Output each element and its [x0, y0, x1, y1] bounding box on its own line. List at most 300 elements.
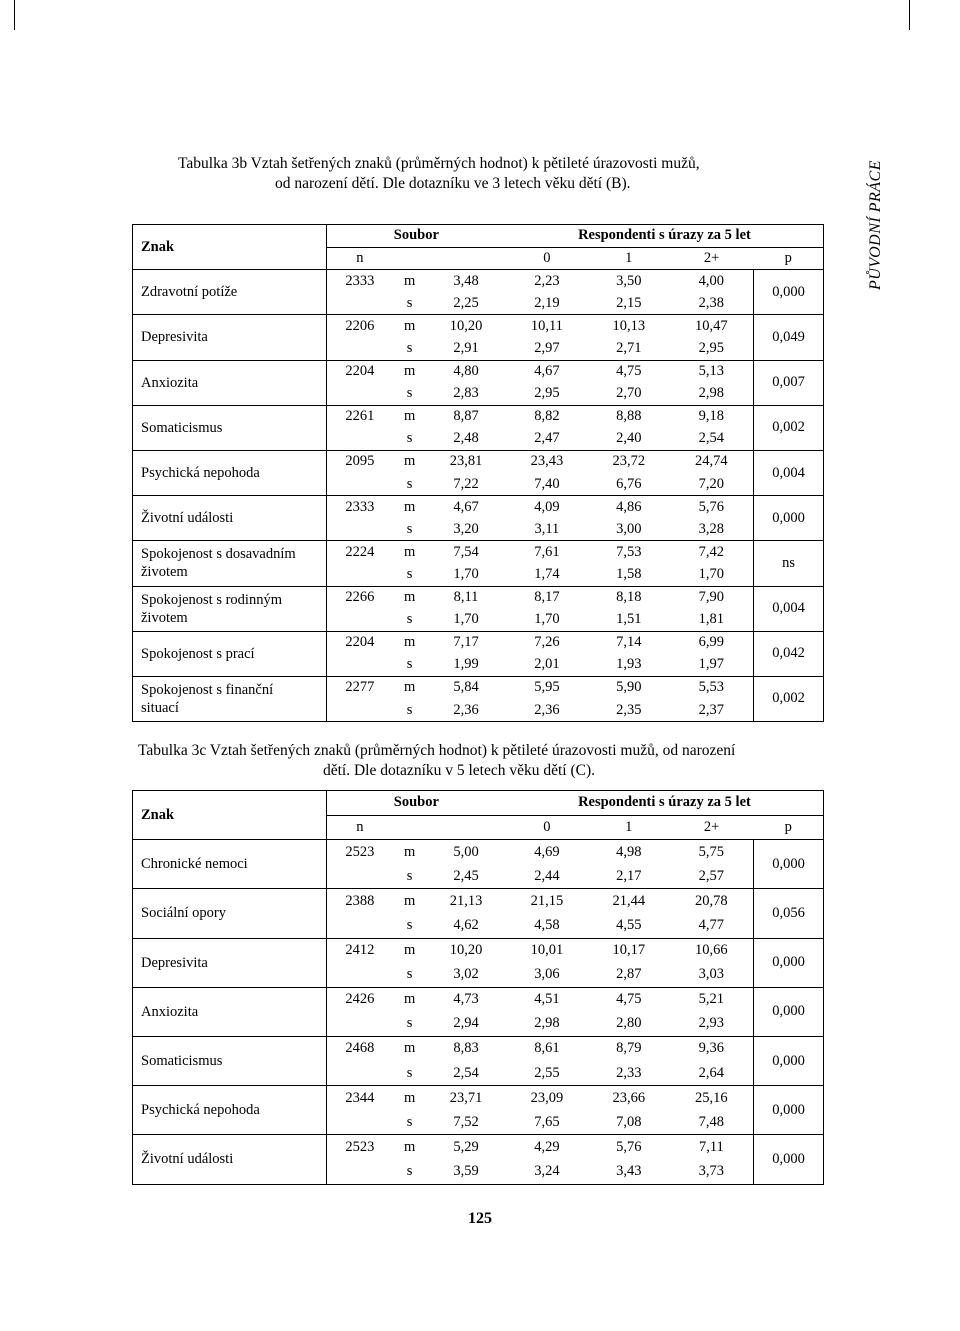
blank-header — [426, 815, 506, 840]
mean-cell: 5,00 — [426, 840, 506, 865]
table-row — [133, 450, 824, 473]
sd-cell: 7,65 — [506, 1110, 588, 1135]
sd-cell: 4,77 — [670, 913, 754, 938]
mean-cell: 4,75 — [588, 360, 670, 383]
col-0-header: 0 — [506, 247, 588, 270]
sd-cell: 1,70 — [426, 609, 506, 632]
mean-cell: 20,78 — [670, 889, 754, 914]
znak-label: Psychická nepohoda — [141, 465, 260, 482]
znak-label: životem — [141, 564, 188, 581]
sd-cell: 3,43 — [588, 1159, 670, 1184]
mean-cell: 10,20 — [426, 938, 506, 963]
table-b-caption-line1: Tabulka 3b Vztah šetřených znaků (průměrných hodnot) k pětileté úrazovosti mužů, — [178, 155, 700, 172]
table-b — [132, 224, 824, 722]
sd-cell: 2,64 — [670, 1061, 754, 1086]
n-cell: 2095 — [326, 450, 393, 473]
n-cell: 2204 — [326, 631, 393, 654]
sd-cell: 2,35 — [588, 699, 670, 722]
mean-cell: 7,53 — [588, 541, 670, 564]
sd-cell: 3,73 — [670, 1159, 754, 1184]
sd-cell: 2,25 — [426, 292, 506, 315]
table-row — [133, 676, 824, 699]
mean-cell: 4,51 — [506, 987, 588, 1012]
n-cell-empty — [326, 518, 393, 541]
n-cell-empty — [326, 1110, 393, 1135]
s-label: s — [393, 1159, 426, 1184]
sd-cell: 2,48 — [426, 428, 506, 451]
p-cell: 0,000 — [754, 1036, 824, 1085]
znak-header: Znak — [133, 225, 327, 270]
p-cell: 0,004 — [754, 586, 824, 631]
page-number: 125 — [468, 1210, 492, 1227]
m-label: m — [393, 270, 426, 293]
sd-cell: 3,11 — [506, 518, 588, 541]
znak-cell — [133, 541, 327, 586]
table-row — [133, 938, 824, 963]
znak-cell — [133, 676, 327, 721]
znak-label: Anxiozita — [141, 374, 199, 391]
mean-cell: 8,11 — [426, 586, 506, 609]
sd-cell: 1,81 — [670, 609, 754, 632]
n-cell: 2333 — [326, 496, 393, 519]
col-0-header: 0 — [506, 815, 588, 840]
mean-cell: 9,36 — [670, 1036, 754, 1061]
n-cell: 2204 — [326, 360, 393, 383]
znak-cell — [133, 938, 327, 987]
sd-cell: 1,51 — [588, 609, 670, 632]
mean-cell: 25,16 — [670, 1086, 754, 1111]
mean-cell: 5,84 — [426, 676, 506, 699]
side-label-text: PŮVODNÍ PRÁCE — [867, 160, 884, 290]
m-label: m — [393, 1036, 426, 1061]
znak-label: Spokojenost s prací — [141, 645, 255, 662]
side-label — [862, 150, 890, 300]
mean-cell: 5,90 — [588, 676, 670, 699]
mean-cell: 10,66 — [670, 938, 754, 963]
s-label: s — [393, 913, 426, 938]
table-row — [133, 1036, 824, 1061]
m-label: m — [393, 840, 426, 865]
znak-cell — [133, 1135, 327, 1184]
sd-cell: 1,93 — [588, 654, 670, 677]
p-cell: 0,000 — [754, 938, 824, 987]
respondenti-header: Respondenti s úrazy za 5 let — [506, 225, 824, 248]
p-cell: 0,002 — [754, 405, 824, 450]
n-cell: 2468 — [326, 1036, 393, 1061]
sd-cell: 2,80 — [588, 1012, 670, 1037]
znak-label: Sociální opory — [141, 905, 226, 922]
n-cell: 2266 — [326, 586, 393, 609]
mean-cell: 4,80 — [426, 360, 506, 383]
m-label: m — [393, 987, 426, 1012]
s-label: s — [393, 383, 426, 406]
znak-cell — [133, 840, 327, 889]
mean-cell: 7,14 — [588, 631, 670, 654]
mean-cell: 4,00 — [670, 270, 754, 293]
znak-cell — [133, 270, 327, 315]
p-header: p — [754, 815, 824, 840]
n-cell: 2388 — [326, 889, 393, 914]
sd-cell: 7,08 — [588, 1110, 670, 1135]
s-label: s — [393, 654, 426, 677]
mean-cell: 4,67 — [426, 496, 506, 519]
table-row — [133, 987, 824, 1012]
s-label: s — [393, 518, 426, 541]
s-label: s — [393, 337, 426, 360]
m-label: m — [393, 1086, 426, 1111]
sd-cell: 1,97 — [670, 654, 754, 677]
mean-cell: 10,13 — [588, 315, 670, 338]
mean-cell: 9,18 — [670, 405, 754, 428]
sd-cell: 2,70 — [588, 383, 670, 406]
mean-cell: 7,42 — [670, 541, 754, 564]
p-cell: 0,000 — [754, 270, 824, 315]
table-row — [133, 840, 824, 865]
n-cell-empty — [326, 654, 393, 677]
mean-cell: 8,79 — [588, 1036, 670, 1061]
p-cell: 0,002 — [754, 676, 824, 721]
znak-label: životem — [141, 609, 188, 626]
mean-cell: 4,75 — [588, 987, 670, 1012]
s-label: s — [393, 1061, 426, 1086]
znak-label: Depresivita — [141, 329, 208, 346]
sd-cell: 2,87 — [588, 963, 670, 988]
n-cell: 2206 — [326, 315, 393, 338]
sd-cell: 2,40 — [588, 428, 670, 451]
n-cell: 2523 — [326, 1135, 393, 1160]
n-cell-empty — [326, 864, 393, 889]
n-cell-empty — [326, 383, 393, 406]
p-cell: 0,000 — [754, 496, 824, 541]
n-cell: 2333 — [326, 270, 393, 293]
n-cell: 2261 — [326, 405, 393, 428]
s-label: s — [393, 1110, 426, 1135]
sd-cell: 1,58 — [588, 563, 670, 586]
s-label: s — [393, 428, 426, 451]
p-cell: 0,049 — [754, 315, 824, 360]
znak-cell — [133, 889, 327, 938]
sd-cell: 2,83 — [426, 383, 506, 406]
sd-cell: 2,36 — [426, 699, 506, 722]
sd-cell: 2,94 — [426, 1012, 506, 1037]
m-label: m — [393, 496, 426, 519]
table-row — [133, 1135, 824, 1160]
sd-cell: 7,48 — [670, 1110, 754, 1135]
table-row — [133, 541, 824, 564]
m-label: m — [393, 360, 426, 383]
n-cell: 2277 — [326, 676, 393, 699]
n-cell: 2224 — [326, 541, 393, 564]
sd-cell: 1,99 — [426, 654, 506, 677]
table-row — [133, 405, 824, 428]
n-cell-empty — [326, 428, 393, 451]
mean-cell: 4,98 — [588, 840, 670, 865]
mean-cell: 23,66 — [588, 1086, 670, 1111]
n-cell-empty — [326, 913, 393, 938]
mean-cell: 23,43 — [506, 450, 588, 473]
znak-label: Spokojenost s finanční — [141, 681, 274, 698]
s-label: s — [393, 699, 426, 722]
n-cell-empty — [326, 609, 393, 632]
sd-cell: 4,58 — [506, 913, 588, 938]
mean-cell: 4,29 — [506, 1135, 588, 1160]
mean-cell: 21,13 — [426, 889, 506, 914]
mean-cell: 10,01 — [506, 938, 588, 963]
n-cell-empty — [326, 1061, 393, 1086]
p-cell: 0,007 — [754, 360, 824, 405]
znak-cell — [133, 586, 327, 631]
znak-header: Znak — [133, 791, 327, 840]
col-1-header: 1 — [588, 815, 670, 840]
znak-label: Zdravotní potíže — [141, 284, 238, 301]
sd-cell: 2,38 — [670, 292, 754, 315]
m-label: m — [393, 631, 426, 654]
sd-cell: 4,62 — [426, 913, 506, 938]
mean-cell: 23,81 — [426, 450, 506, 473]
sd-cell: 2,98 — [506, 1012, 588, 1037]
znak-cell — [133, 496, 327, 541]
sd-cell: 1,70 — [670, 563, 754, 586]
table-row — [133, 496, 824, 519]
sd-cell: 2,36 — [506, 699, 588, 722]
sd-cell: 2,91 — [426, 337, 506, 360]
sd-cell: 2,45 — [426, 864, 506, 889]
mean-cell: 5,75 — [670, 840, 754, 865]
sd-cell: 7,20 — [670, 473, 754, 496]
s-label: s — [393, 864, 426, 889]
table-c-caption-line1: Tabulka 3c Vztah šetřených znaků (průměrných hodnot) k pětileté úrazovosti mužů, od narození — [138, 742, 736, 759]
p-cell: 0,042 — [754, 631, 824, 676]
table-row — [133, 1086, 824, 1111]
mean-cell: 5,53 — [670, 676, 754, 699]
sd-cell: 7,52 — [426, 1110, 506, 1135]
mean-cell: 23,71 — [426, 1086, 506, 1111]
znak-label: Somaticismus — [141, 1053, 223, 1070]
m-label: m — [393, 586, 426, 609]
s-label: s — [393, 292, 426, 315]
sd-cell: 3,59 — [426, 1159, 506, 1184]
n-cell-empty — [326, 292, 393, 315]
n-header: n — [326, 247, 393, 270]
mean-cell: 10,17 — [588, 938, 670, 963]
sd-cell: 1,70 — [506, 609, 588, 632]
mean-cell: 8,88 — [588, 405, 670, 428]
table-row — [133, 315, 824, 338]
col-1-header: 1 — [588, 247, 670, 270]
table-c — [132, 790, 824, 1185]
n-cell-empty — [326, 1159, 393, 1184]
p-cell: ns — [754, 541, 824, 586]
sd-cell: 2,97 — [506, 337, 588, 360]
n-cell-empty — [326, 699, 393, 722]
znak-label: Spokojenost s dosavadním — [141, 546, 296, 563]
sd-cell: 1,74 — [506, 563, 588, 586]
col-2-header: 2+ — [670, 815, 754, 840]
s-label: s — [393, 963, 426, 988]
mean-cell: 10,11 — [506, 315, 588, 338]
sd-cell: 2,37 — [670, 699, 754, 722]
header-row — [133, 791, 824, 816]
znak-label: Depresivita — [141, 954, 208, 971]
blank-header — [426, 247, 506, 270]
mean-cell: 4,73 — [426, 987, 506, 1012]
table-row — [133, 889, 824, 914]
sd-cell: 3,24 — [506, 1159, 588, 1184]
sd-cell: 2,44 — [506, 864, 588, 889]
sd-cell: 2,93 — [670, 1012, 754, 1037]
m-label: m — [393, 315, 426, 338]
sd-cell: 2,01 — [506, 654, 588, 677]
mean-cell: 3,48 — [426, 270, 506, 293]
soubor-header: Soubor — [326, 225, 506, 248]
znak-cell — [133, 315, 327, 360]
sd-cell: 7,22 — [426, 473, 506, 496]
sd-cell: 2,95 — [506, 383, 588, 406]
crop-mark-right — [909, 0, 910, 30]
sd-cell: 3,06 — [506, 963, 588, 988]
sd-cell: 2,15 — [588, 292, 670, 315]
sd-cell: 3,00 — [588, 518, 670, 541]
sd-cell: 7,40 — [506, 473, 588, 496]
p-cell: 0,000 — [754, 1086, 824, 1135]
sd-cell: 2,17 — [588, 864, 670, 889]
s-label: s — [393, 1012, 426, 1037]
sd-cell: 2,33 — [588, 1061, 670, 1086]
n-cell-empty — [326, 337, 393, 360]
mean-cell: 10,20 — [426, 315, 506, 338]
mean-cell: 4,69 — [506, 840, 588, 865]
mean-cell: 8,87 — [426, 405, 506, 428]
table-row — [133, 270, 824, 293]
znak-label: Životní události — [141, 1151, 234, 1168]
mean-cell: 4,86 — [588, 496, 670, 519]
sd-cell: 2,19 — [506, 292, 588, 315]
mean-cell: 7,26 — [506, 631, 588, 654]
n-header: n — [326, 815, 393, 840]
mean-cell: 5,21 — [670, 987, 754, 1012]
sd-cell: 4,55 — [588, 913, 670, 938]
znak-label: Chronické nemoci — [141, 856, 248, 873]
sd-cell: 2,57 — [670, 864, 754, 889]
mean-cell: 5,95 — [506, 676, 588, 699]
n-cell-empty — [326, 963, 393, 988]
sd-cell: 1,70 — [426, 563, 506, 586]
m-label: m — [393, 405, 426, 428]
n-cell: 2523 — [326, 840, 393, 865]
mean-cell: 5,76 — [670, 496, 754, 519]
table-row — [133, 586, 824, 609]
mean-cell: 2,23 — [506, 270, 588, 293]
col-2-header: 2+ — [670, 247, 754, 270]
mean-cell: 7,11 — [670, 1135, 754, 1160]
mean-cell: 5,29 — [426, 1135, 506, 1160]
header-row — [133, 225, 824, 248]
mean-cell: 7,61 — [506, 541, 588, 564]
znak-cell — [133, 1086, 327, 1135]
znak-label: Životní události — [141, 510, 234, 527]
n-cell: 2412 — [326, 938, 393, 963]
mean-cell: 24,74 — [670, 450, 754, 473]
mean-cell: 5,76 — [588, 1135, 670, 1160]
sd-cell: 2,95 — [670, 337, 754, 360]
m-label: m — [393, 676, 426, 699]
p-cell: 0,056 — [754, 889, 824, 938]
mean-cell: 7,90 — [670, 586, 754, 609]
table-c-caption-line2: dětí. Dle dotazníku v 5 letech věku dětí (C). — [323, 762, 596, 779]
table-row — [133, 360, 824, 383]
mean-cell: 8,83 — [426, 1036, 506, 1061]
znak-cell — [133, 450, 327, 495]
mean-cell: 23,72 — [588, 450, 670, 473]
mean-cell: 7,54 — [426, 541, 506, 564]
mean-cell: 6,99 — [670, 631, 754, 654]
znak-cell — [133, 987, 327, 1036]
sd-cell: 2,55 — [506, 1061, 588, 1086]
sd-cell: 6,76 — [588, 473, 670, 496]
mean-cell: 4,67 — [506, 360, 588, 383]
mean-cell: 8,82 — [506, 405, 588, 428]
n-cell: 2344 — [326, 1086, 393, 1111]
n-cell-empty — [326, 563, 393, 586]
znak-label: situací — [141, 699, 179, 716]
p-cell: 0,000 — [754, 840, 824, 889]
mean-cell: 23,09 — [506, 1086, 588, 1111]
p-cell: 0,004 — [754, 450, 824, 495]
m-label: m — [393, 541, 426, 564]
znak-label: Spokojenost s rodinným — [141, 591, 282, 608]
n-cell-empty — [326, 473, 393, 496]
sd-cell: 3,03 — [670, 963, 754, 988]
sd-cell: 2,47 — [506, 428, 588, 451]
sd-cell: 2,71 — [588, 337, 670, 360]
mean-cell: 8,17 — [506, 586, 588, 609]
s-label: s — [393, 563, 426, 586]
znak-cell — [133, 360, 327, 405]
m-label: m — [393, 450, 426, 473]
mean-cell: 21,15 — [506, 889, 588, 914]
mean-cell: 3,50 — [588, 270, 670, 293]
mean-cell: 8,61 — [506, 1036, 588, 1061]
blank-header — [393, 815, 426, 840]
s-label: s — [393, 609, 426, 632]
sd-cell: 2,54 — [426, 1061, 506, 1086]
znak-cell — [133, 1036, 327, 1085]
sd-cell: 3,20 — [426, 518, 506, 541]
m-label: m — [393, 938, 426, 963]
crop-mark-left — [14, 0, 15, 30]
table-b-caption-line2: od narození dětí. Dle dotazníku ve 3 letech věku dětí (B). — [275, 175, 631, 192]
soubor-header: Soubor — [326, 791, 506, 816]
mean-cell: 5,13 — [670, 360, 754, 383]
znak-cell — [133, 405, 327, 450]
mean-cell: 21,44 — [588, 889, 670, 914]
p-cell: 0,000 — [754, 987, 824, 1036]
sd-cell: 2,54 — [670, 428, 754, 451]
sd-cell: 2,98 — [670, 383, 754, 406]
znak-label: Psychická nepohoda — [141, 1102, 260, 1119]
mean-cell: 4,09 — [506, 496, 588, 519]
p-cell: 0,000 — [754, 1135, 824, 1184]
mean-cell: 7,17 — [426, 631, 506, 654]
n-cell: 2426 — [326, 987, 393, 1012]
sd-cell: 3,02 — [426, 963, 506, 988]
respondenti-header: Respondenti s úrazy za 5 let — [506, 791, 824, 816]
sd-cell: 3,28 — [670, 518, 754, 541]
znak-label: Anxiozita — [141, 1003, 199, 1020]
mean-cell: 8,18 — [588, 586, 670, 609]
znak-label: Somaticismus — [141, 419, 223, 436]
blank-header — [393, 247, 426, 270]
